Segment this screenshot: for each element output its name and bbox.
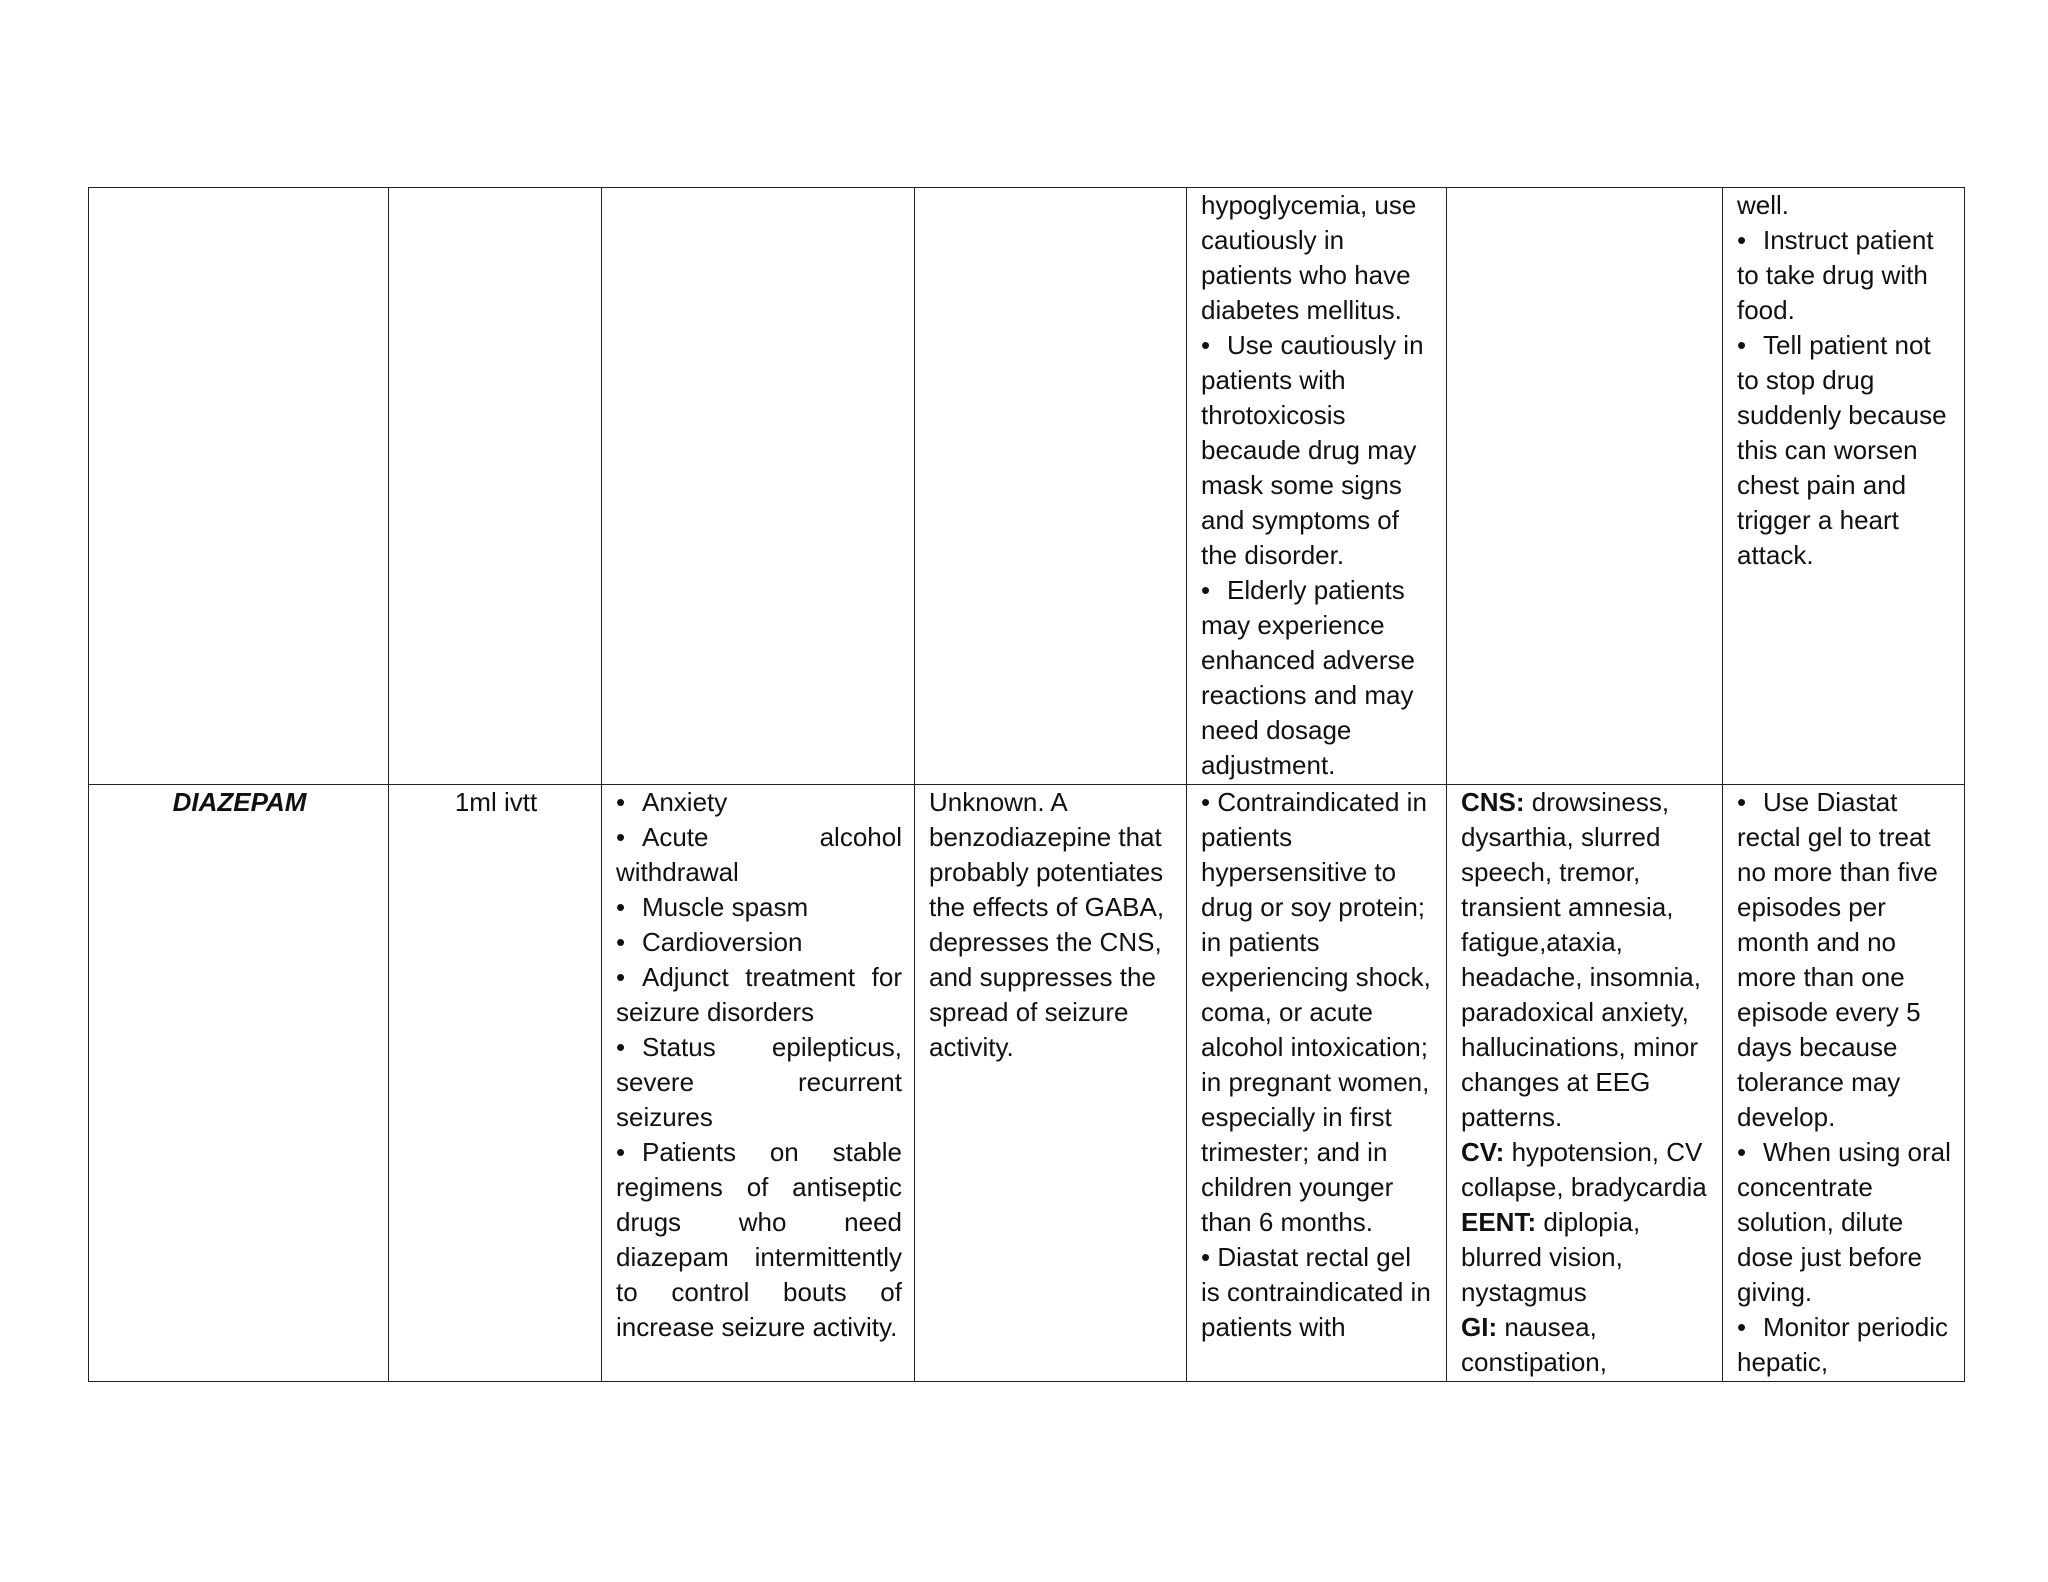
dose-cell <box>389 188 602 785</box>
mechanism-cell <box>915 188 1187 785</box>
adverse-effect-gi: GI: nausea, constipation, <box>1461 1312 1607 1377</box>
bullet-icon: • <box>1737 330 1747 360</box>
adverse-effect-cv: CV: hypotension, CV collapse, bradycardia <box>1461 1137 1707 1202</box>
indications-cell <box>602 188 915 785</box>
drug-name: DIAZEPAM <box>172 787 307 817</box>
bullet-icon: • <box>616 1137 626 1167</box>
nursing-bullet: • Use Diastat rectal gel to treat no more than five episodes per month and no more than one episode every 5 days because tolerance may develop. <box>1737 787 1938 1132</box>
mechanism-cell <box>915 785 1187 1382</box>
indication-bullet: • Cardioversion <box>616 925 902 960</box>
bullet-icon: • <box>1737 1312 1747 1342</box>
bullet-icon: • <box>616 1032 626 1062</box>
nursing-bullet: • Instruct patient to take drug with food. <box>1737 225 1934 325</box>
contraindication-bullet: • Elderly patients may experience enhanced adverse reactions and may need dosage adjustment. <box>1201 575 1415 780</box>
contraindications-cell <box>1187 785 1447 1382</box>
drug-name-cell <box>89 785 389 1382</box>
bullet-icon: • <box>616 927 626 957</box>
indications-cell <box>602 785 915 1382</box>
adverse-effect-eent: EENT: diplopia, blurred vision, nystagmus <box>1461 1207 1641 1307</box>
bullet-icon: • <box>616 822 626 852</box>
adverse-effect-cns: CNS: drowsiness, dysarthia, slurred speech, tremor, transient amnesia, fatigue,ataxia, headache, insomnia, paradoxical anxiety, hallucinations, minor changes at EEG patterns. <box>1461 787 1701 1132</box>
indication-bullet: • Muscle spasm <box>616 890 902 925</box>
nursing-cell <box>1723 188 1965 785</box>
bullet-icon: • <box>616 892 626 922</box>
contraindication-bullet: • Diastat rectal gel is contraindicated in patients with <box>1201 1242 1431 1342</box>
nursing-bullet: • Monitor periodic hepatic, <box>1737 1312 1948 1377</box>
nursing-bullet: • When using oral concentrate solution, dilute dose just before giving. <box>1737 1137 1951 1307</box>
bullet-icon: • <box>1737 225 1747 255</box>
dose-cell <box>389 785 602 1382</box>
contraindications-cell <box>1187 188 1447 785</box>
contraindication-bullet: • Use cautiously in patients with throtoxicosis becaude drug may mask some signs and symptoms of the disorder. <box>1201 330 1424 570</box>
bullet-icon: • <box>1201 575 1211 605</box>
indication-bullet: • Patients on stable regimens of antiseptic drugs who need diazepam intermittently to control bouts of increase seizure activity. <box>616 1137 902 1342</box>
bullet-icon: • <box>616 962 626 992</box>
bullet-icon: • <box>1201 787 1211 817</box>
adverse-effects-cell <box>1447 785 1723 1382</box>
indication-bullet: • Anxiety <box>616 785 902 820</box>
table-row <box>89 188 1965 785</box>
drug-name-cell <box>89 188 389 785</box>
indication-bullet: • Status epilepticus, severe recurrent seizures <box>616 1032 902 1132</box>
contraindication-bullet: • Contraindicated in patients hypersensitive to drug or soy protein; in patients experiencing shock, coma, or acute alcohol intoxication; in pregnant women, especially in first trimester; and in children younger than 6 months. <box>1201 787 1431 1237</box>
table-row <box>89 785 1965 1382</box>
bullet-icon: • <box>1737 1137 1747 1167</box>
adverse-effects-cell <box>1447 188 1723 785</box>
indication-bullet: • Acute alcohol withdrawal <box>616 822 902 887</box>
bullet-icon: • <box>616 787 626 817</box>
bullet-icon: • <box>1201 330 1211 360</box>
dose-value: 1ml ivtt <box>454 787 538 817</box>
nursing-text: well. <box>1737 190 1790 220</box>
drug-table <box>88 187 1965 1382</box>
bullet-icon: • <box>1201 1242 1211 1272</box>
mechanism-text: Unknown. A benzodiazepine that probably potentiates the effects of GABA, depresses the CNS, and suppresses the spread of seizure activity. <box>929 787 1165 1062</box>
indication-bullet: • Adjunct treatment for seizure disorders <box>616 962 902 1027</box>
bullet-icon: • <box>1737 787 1747 817</box>
contraindications-text: hypoglycemia, use cautiously in patients who have diabetes mellitus. <box>1201 190 1417 325</box>
nursing-bullet: • Tell patient not to stop drug suddenly because this can worsen chest pain and trigger a heart attack. <box>1737 330 1947 570</box>
nursing-cell <box>1723 785 1965 1382</box>
